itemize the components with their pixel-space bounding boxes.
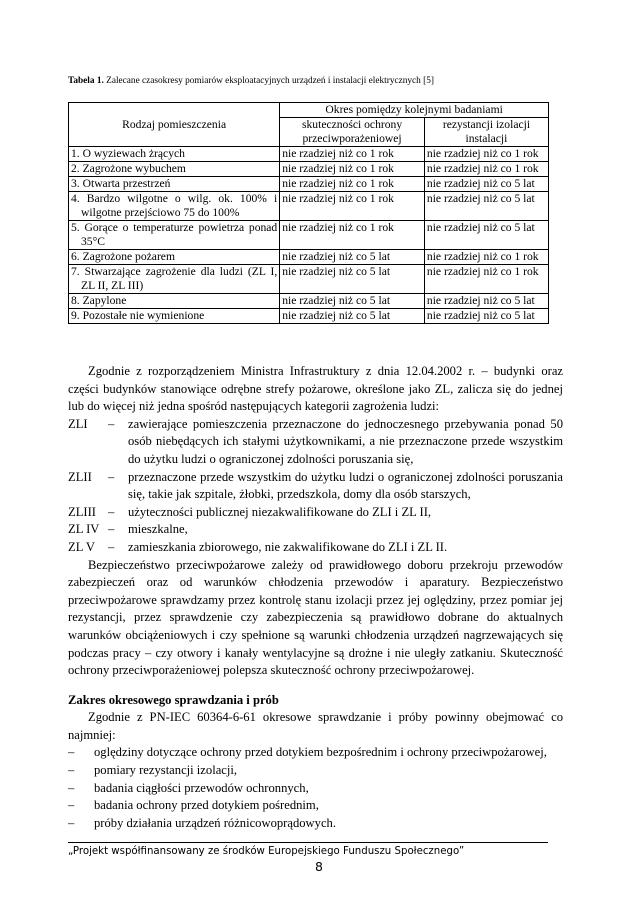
zl-category-list [68, 416, 563, 557]
cell-room-type: 9. Pozostałe nie wymienione [69, 309, 280, 324]
cell-protection-interval: nie rzadziej niż co 1 rok [280, 192, 425, 221]
cell-protection-interval: nie rzadziej niż co 5 lat [280, 294, 425, 309]
cell-room-type: 8. Zapylone [69, 294, 280, 309]
footer-text: „Projekt współfinansowany ze środków Europejskiego Funduszu Społecznego” [68, 846, 465, 857]
table-row [69, 294, 549, 309]
caption-text: Zalecane czasokresy pomiarów eksploatacyjnych urządzeń i instalacji elektrycznych [5] [106, 76, 434, 86]
zl-code: ZL V [68, 539, 95, 554]
zl-item [68, 416, 563, 469]
zl-description: mieszkalne, [128, 522, 188, 537]
table-row [69, 162, 549, 177]
list-item-text: badania ciągłości przewodów ochronnych, [94, 780, 309, 795]
cell-insulation-interval: nie rzadziej niż co 5 lat [424, 309, 548, 324]
list-item-text: pomiary rezystancji izolacji, [94, 763, 238, 778]
cell-insulation-interval: nie rzadziej niż co 5 lat [424, 192, 548, 221]
zl-item [68, 469, 563, 504]
section-heading: Zakres okresowego sprawdzania i prób [68, 692, 279, 707]
dash-marker: – [108, 504, 115, 519]
list-item [68, 797, 563, 815]
dash-marker: – [68, 780, 75, 795]
cell-room-type: 7. Stwarzające zagrożenie dla ludzi (ZL I, ZL II, ZL III) [69, 265, 280, 294]
zl-item [68, 504, 563, 522]
cell-room-type: 5. Gorące o temperaturze powietrza ponad 35°C [69, 221, 280, 250]
cell-insulation-interval: nie rzadziej niż co 5 lat [424, 294, 548, 309]
header-protection: skuteczności ochrony przeciwporażeniowej [280, 118, 425, 147]
table-caption [68, 76, 563, 86]
cell-protection-interval: nie rzadziej niż co 1 rok [280, 147, 425, 162]
dash-marker: – [68, 745, 75, 760]
inspection-intervals-table [68, 102, 549, 324]
paragraph-regulation: Zgodnie z rozporządzeniem Ministra Infrastruktury z dnia 12.04.2002 r. – budynki oraz części budynków stanowiące odrębne strefy pożarowe, określone jako ZL, zalicza się do jednej lub do więcej niż jedna spośród następujących kategorii zagrożenia ludzi: [68, 364, 563, 414]
dash-marker: – [108, 539, 115, 554]
inspection-list [68, 744, 563, 832]
cell-insulation-interval: nie rzadziej niż co 5 lat [424, 221, 548, 250]
table-row [69, 250, 549, 265]
list-item [68, 815, 563, 833]
dash-marker: – [108, 522, 115, 537]
table-row [69, 192, 549, 221]
dash-marker: – [68, 798, 75, 813]
cell-insulation-interval: nie rzadziej niż co 1 rok [424, 265, 548, 294]
header-insulation: rezystancji izolacji instalacji [424, 118, 548, 147]
header-room-type: Rodzaj pomieszczenia [69, 103, 280, 147]
cell-room-type: 3. Otwarta przestrzeń [69, 177, 280, 192]
table-row [69, 309, 549, 324]
list-item-text: badania ochrony przed dotykiem pośrednim, [94, 798, 319, 813]
page-number: 8 [315, 859, 323, 874]
footer-divider [68, 842, 548, 843]
cell-room-type: 1. O wyziewach żrących [69, 147, 280, 162]
zl-code: ZLIII [68, 504, 96, 519]
table-row [69, 265, 549, 294]
cell-insulation-interval: nie rzadziej niż co 1 rok [424, 250, 548, 265]
zl-item [68, 539, 563, 557]
caption-label: Tabela 1. [68, 76, 104, 86]
header-period-group: Okres pomiędzy kolejnymi badaniami [280, 103, 549, 118]
cell-room-type: 4. Bardzo wilgotne o wilg. ok. 100% i wilgotne przejściowo 75 do 100% [69, 192, 280, 221]
paragraph-standard: Zgodnie z PN-IEC 60364-6-61 okresowe sprawdzanie i próby powinny obejmować co najmniej: [68, 710, 563, 742]
zl-code: ZLII [68, 469, 92, 484]
zl-item [68, 521, 563, 539]
cell-protection-interval: nie rzadziej niż co 5 lat [280, 309, 425, 324]
cell-insulation-interval: nie rzadziej niż co 1 rok [424, 147, 548, 162]
zl-description: użyteczności publicznej niezakwalifikowane do ZLI i ZL II, [128, 504, 432, 519]
list-item-text: oględziny dotyczące ochrony przed dotykiem bezpośrednim i ochrony przeciwpożarowej, [94, 745, 547, 760]
cell-room-type: 2. Zagrożone wybuchem [69, 162, 280, 177]
cell-protection-interval: nie rzadziej niż co 5 lat [280, 265, 425, 294]
cell-insulation-interval: nie rzadziej niż co 1 rok [424, 162, 548, 177]
body-text [68, 363, 563, 832]
cell-insulation-interval: nie rzadziej niż co 5 lat [424, 177, 548, 192]
list-item-text: próby działania urządzeń różnicowoprądowych. [94, 815, 336, 830]
table-row [69, 221, 549, 250]
cell-protection-interval: nie rzadziej niż co 1 rok [280, 221, 425, 250]
table-header-row [69, 103, 549, 118]
table-row [69, 177, 549, 192]
dash-marker: – [108, 469, 115, 484]
cell-protection-interval: nie rzadziej niż co 5 lat [280, 250, 425, 265]
list-item [68, 780, 563, 798]
zl-description: zamieszkania zbiorowego, nie zakwalifikowane do ZLI i ZL II. [128, 539, 448, 554]
cell-room-type: 6. Zagrożone pożarem [69, 250, 280, 265]
zl-code: ZL IV [68, 522, 100, 537]
zl-description: zawierające pomieszczenia przeznaczone do jednoczesnego przebywania ponad 50 osób niebędących ich stałymi użytkownikami, a nie przeznaczone przede wszystkim do użytku ludzi o ograniczonej zdolności poruszania się, [128, 416, 563, 466]
cell-protection-interval: nie rzadziej niż co 1 rok [280, 177, 425, 192]
dash-marker: – [68, 815, 75, 830]
dash-marker: – [108, 416, 115, 431]
list-item [68, 744, 563, 762]
cell-protection-interval: nie rzadziej niż co 1 rok [280, 162, 425, 177]
zl-description: przeznaczone przede wszystkim do użytku ludzi o ograniczonej zdolności poruszania się, takie jak szpitale, żłobki, przedszkola, domy dla osób starszych, [128, 469, 563, 502]
paragraph-fire-safety: Bezpieczeństwo przeciwpożarowe zależy od prawidłowego doboru przekroju przewodów zabezpieczeń oraz od warunków chłodzenia przewodów i aparatury. Bezpieczeństwo przeciwpożarowe sprawdzamy przez kontrolę stanu izolacji przez jej oględziny, przez pomiar jej rezystancji, przez sprawdzenie czy zabezpieczenia są prawidłowo dobrane do aktualnych warunków obciążeniowych i czy spełnione są warunki chłodzenia urządzeń nagrzewających się podczas pracy – czy otwory i kanały wentylacyjne są drożne i nie uległy zatkaniu. Skuteczność ochrony przeciwporażeniowej polepsza skuteczność ochrony przeciwpożarowej. [68, 557, 563, 678]
table-body [69, 147, 549, 324]
list-item [68, 762, 563, 780]
table-row [69, 147, 549, 162]
dash-marker: – [68, 763, 75, 778]
zl-code: ZLI [68, 416, 88, 431]
